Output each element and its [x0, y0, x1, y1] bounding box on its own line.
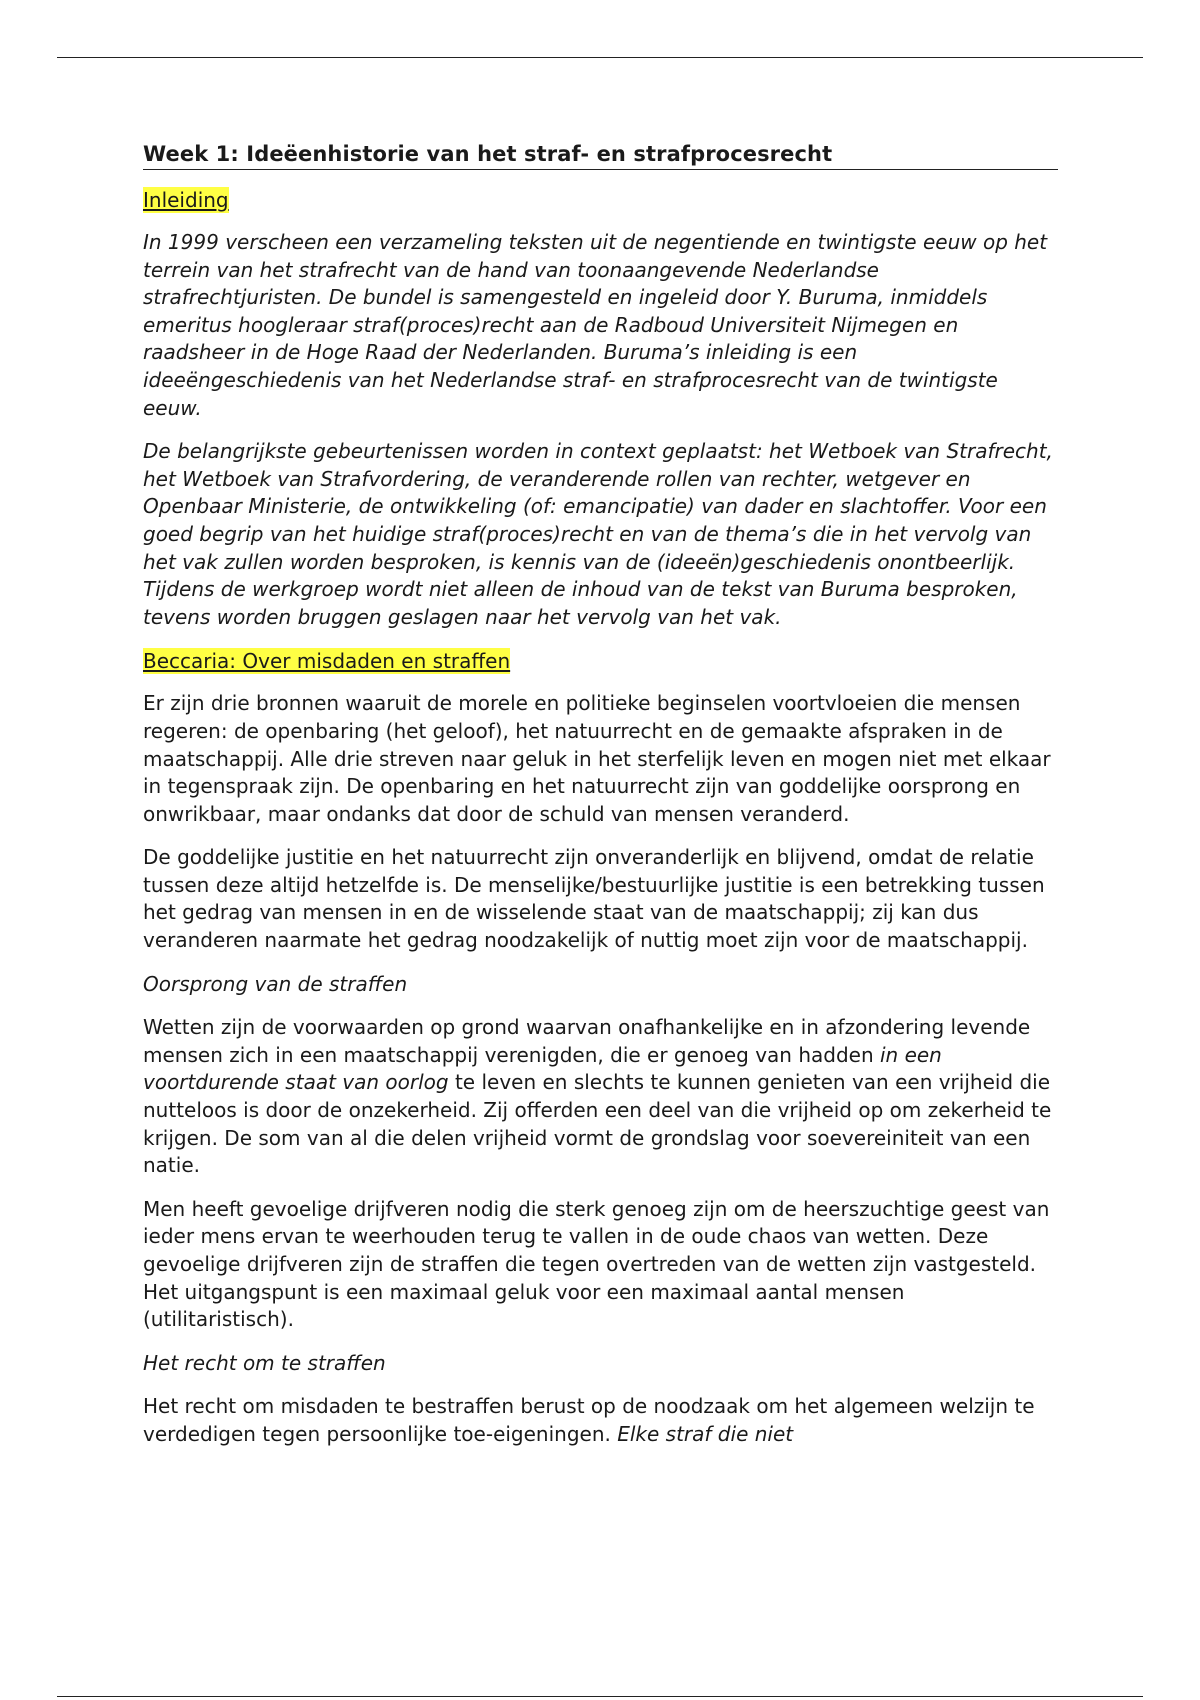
right-paragraph-1-part-a: Het recht om misdaden te bestraffen berust op de noodzaak om het algemeen welzijn te verdedigen tegen persoonlijke toe-eigeningen. [143, 1394, 1035, 1446]
intro-paragraph-1: In 1999 verscheen een verzameling teksten uit de negentiende en twintigste eeuw op het terrein van het strafrecht van de hand van toonaangevende Nederlandse strafrechtjuristen. De bundel is samengesteld en ingeleid door Y. Buruma, inmiddels emeritus hoogleraar straf(proces)recht aan de Radboud Universiteit Nijmegen en raadsheer in de Hoge Raad der Nederlanden. Buruma’s inleiding is een ideeëngeschiedenis van het Nederlandse straf- en strafprocesrecht van de twintigste eeuw. [143, 230, 1048, 420]
subheading-recht-om-te-straffen: Het recht om te straffen [143, 1350, 386, 1375]
page-bottom-rule [57, 1696, 1143, 1697]
intro-paragraph-2: De belangrijkste gebeurtenissen worden in context geplaatst: het Wetboek van Strafrecht, het Wetboek van Strafvordering, de veranderende rollen van rechter, wetgever en Openbaar Ministerie, de ontwikkeling (of: emancipatie) van dader en slachtoffer. Voor een goed begrip van het huidige straf(proces)recht en van de thema’s die in het vervolg van het vak zullen worden besproken, is kennis van de (ideeën)geschiedenis onontbeerlijk. Tijdens de werkgroep wordt niet alleen de inhoud van de tekst van Buruma besproken, tevens worden bruggen geslagen naar het vervolg van het vak. [143, 439, 1053, 629]
document-title: Week 1: Ideëenhistorie van het straf- en strafprocesrecht [143, 140, 1058, 170]
section-heading-beccaria: Beccaria: Over misdaden en straffen [143, 649, 511, 674]
document-body [143, 140, 1058, 1449]
subheading-oorsprong: Oorsprong van de straffen [143, 971, 408, 996]
origin-paragraph-1 [143, 1014, 1058, 1180]
origin-paragraph-1-part-b: te leven en slechts te kunnen genieten van een vrijheid die nutteloos is door de onzekerheid. Zij offerden een deel van die vrijheid op om zekerheid te krijgen. De som van al die delen vrijheid vormt de grondslag voor soevereiniteit van een natie. [143, 1070, 1052, 1178]
beccaria-paragraph-1: Er zijn drie bronnen waaruit de morele en politieke beginselen voortvloeien die mensen regeren: de openbaring (het geloof), het natuurrecht en de gemaakte afspraken in de maatschappij. Alle drie streven naar geluk in het sterfelijk leven en mogen niet met elkaar in tegenspraak zijn. De openbaring en het natuurrecht zijn van goddelijke oorsprong en onwrikbaar, maar ondanks dat door de schuld van mensen veranderd. [143, 691, 1051, 826]
page-top-rule [57, 57, 1143, 58]
origin-paragraph-1-part-a: Wetten zijn de voorwaarden op grond waarvan onafhankelijke en in afzondering levende mensen zich in een maatschappij verenigden, die er genoeg van hadden [143, 1015, 1031, 1067]
origin-paragraph-2: Men heeft gevoelige drijfveren nodig die sterk genoeg zijn om de heerszuchtige geest van ieder mens ervan te weerhouden terug te vallen in de oude chaos van wetten. Deze gevoelige drijfveren zijn de straffen die tegen overtreden van de wetten zijn vastgesteld. Het uitgangspunt is een maximaal geluk voor een maximaal aantal mensen (utilitaristisch). [143, 1196, 1050, 1332]
section-heading-inleiding: Inleiding [143, 188, 229, 212]
right-paragraph-1-emphasis: Elke straf die niet [617, 1421, 794, 1446]
origin-paragraph-1-emphasis: in een voortdurende staat van oorlog [143, 1042, 942, 1095]
right-paragraph-1 [143, 1393, 1058, 1448]
beccaria-paragraph-2: De goddelijke justitie en het natuurrecht zijn onveranderlijk en blijvend, omdat de relatie tussen deze altijd hetzelfde is. De menselijke/bestuurlijke justitie is een betrekking tussen het gedrag van mensen in en de wisselende staat van de maatschappij; zij kan dus veranderen naarmate het gedrag noodzakelijk of nuttig moet zijn voor de maatschappij. [143, 845, 1045, 953]
